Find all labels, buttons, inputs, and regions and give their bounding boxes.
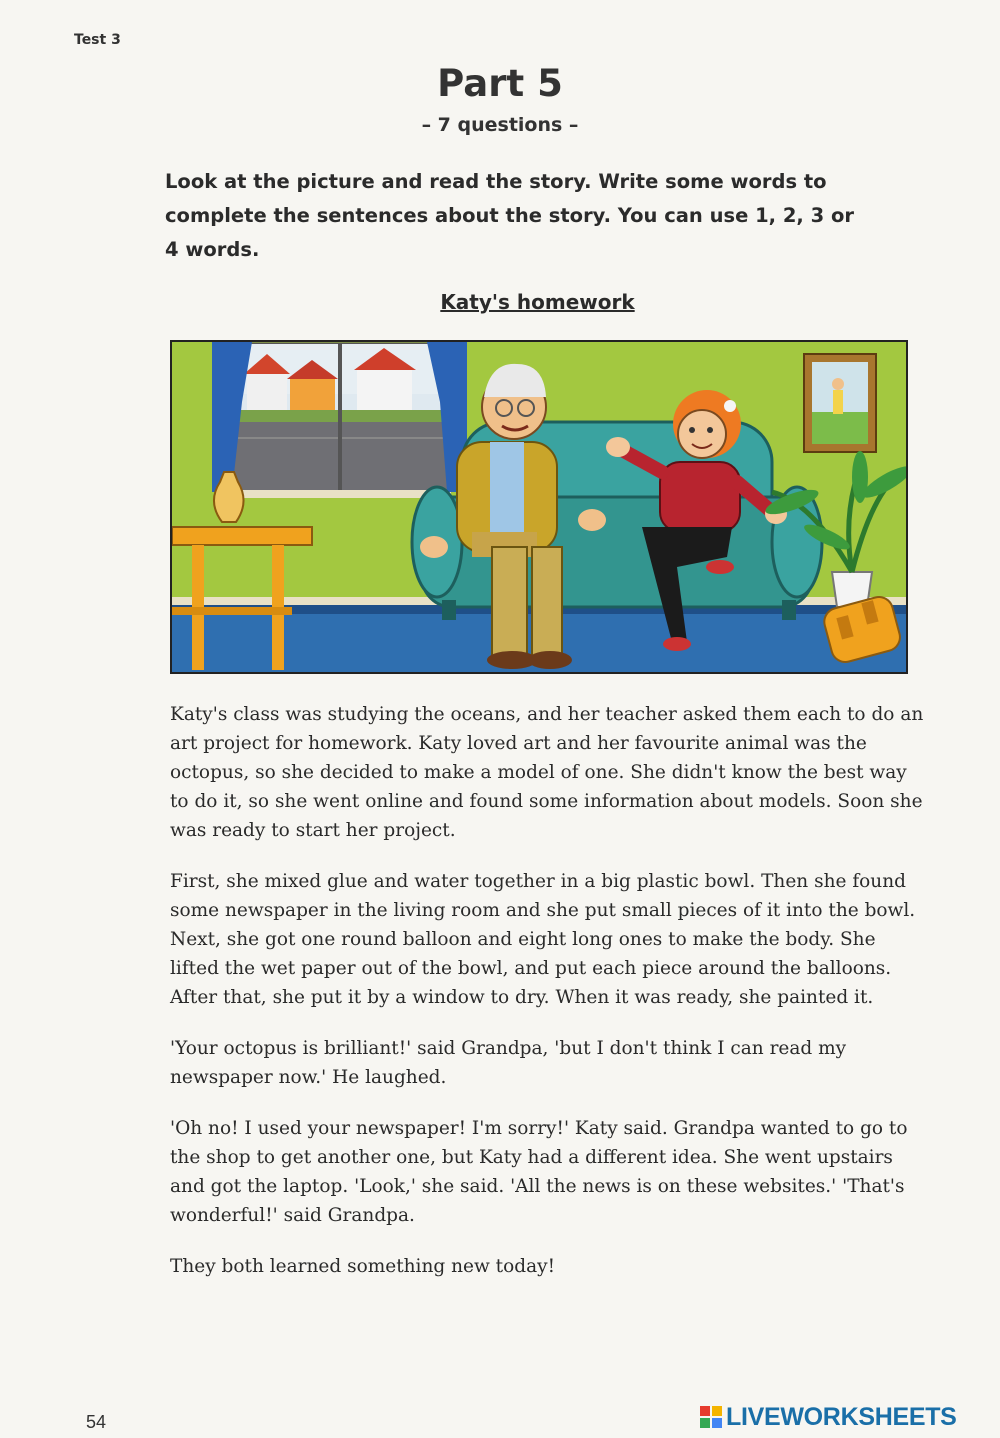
story-paragraph: 'Your octopus is brilliant!' said Grandpa, 'but I don't think I can read my newspaper now.' He laughed. <box>170 1038 847 1088</box>
story-title: Katy's homework <box>440 290 635 314</box>
living-room-scene <box>172 342 906 672</box>
page-number: 54 <box>86 1412 107 1432</box>
part-title: Part 5 <box>437 62 563 105</box>
part-subtitle: – 7 questions – <box>421 114 579 136</box>
story-paragraph: Katy's class was studying the oceans, and her teacher asked them each to do an art project for homework. Katy loved art and her favourite animal was the octopus, so she decided to make a model of one. She didn't know the best way to do it, so she went online and found some information about models. Soon she was ready to start her project. <box>170 704 924 841</box>
liveworksheets-logo[interactable] <box>700 1402 957 1432</box>
wall-painting <box>804 354 876 452</box>
window <box>228 344 451 498</box>
story-paragraph: 'Oh no! I used your newspaper! I'm sorry!' Katy said. Grandpa wanted to go to the shop to get another one, but Katy had a different idea. She went upstairs and got the laptop. 'Look,' she said. 'All the news is on these websites.' 'That's wonderful!' said Grandpa. <box>170 1118 908 1226</box>
instructions: Look at the picture and read the story. Write some words to complete the sentences about the story. You can use 1, 2, 3 or 4 words. <box>165 170 854 261</box>
story-paragraph: First, she mixed glue and water together in a big plastic bowl. Then she found some newspaper in the living room and she put small pieces of it into the bowl. Next, she got one round balloon and eight long ones to make the body. She lifted the wet paper out of the bowl, and put each piece around the balloons. After that, she put it by a window to dry. When it was ready, she painted it. <box>170 871 916 1008</box>
test-label: Test 3 <box>74 32 121 48</box>
story-illustration <box>170 340 908 674</box>
brand-name: LIVEWORKSHEETS <box>726 1402 957 1431</box>
story-text <box>170 700 930 1303</box>
story-paragraph: They both learned something new today! <box>170 1256 556 1277</box>
logo-grid-icon <box>700 1406 722 1428</box>
